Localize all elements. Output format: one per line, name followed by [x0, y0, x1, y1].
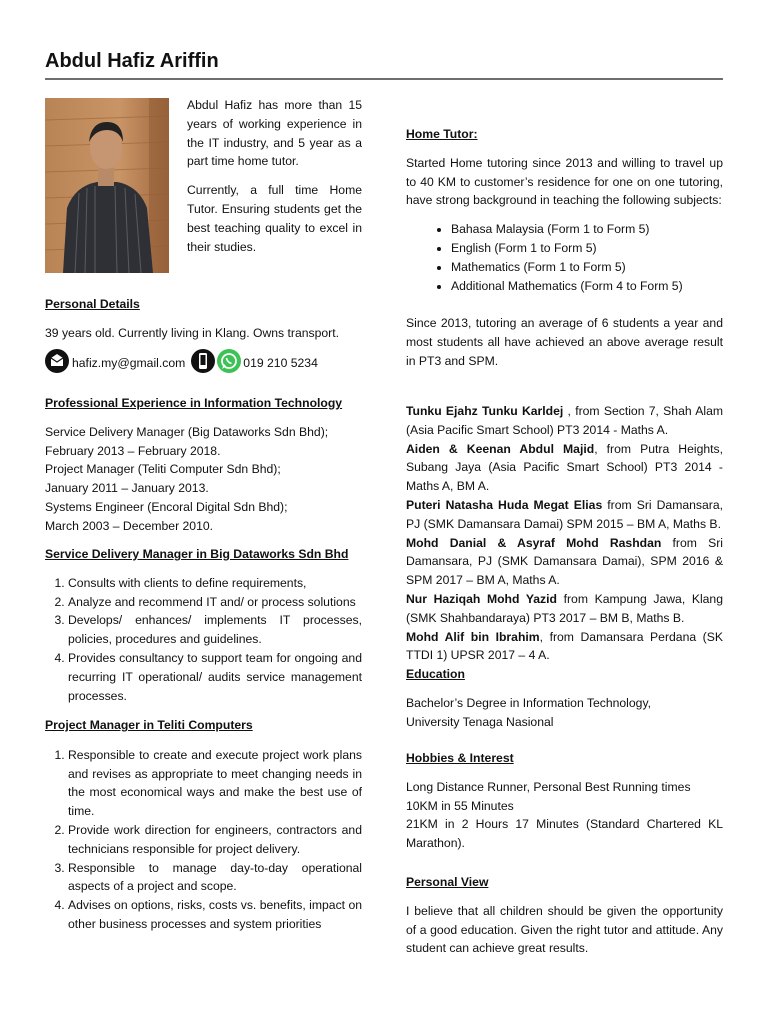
section-heading: Education [406, 667, 465, 681]
section-heading: Home Tutor: [406, 127, 478, 141]
list-item: 3. Responsible to manage day-to-day operational aspects of a project and scope. [68, 859, 362, 897]
section-heading: Service Delivery Manager in Big Dataworks Sdn Bhd [45, 547, 349, 561]
education-section [406, 665, 723, 731]
title-divider [45, 78, 723, 80]
student-detail: , from Section 7, Shah Alam (Asia Pacific Smart School) PT3 2014 - Maths A. [406, 404, 724, 437]
experience-line: March 2003 – December 2010. [45, 518, 214, 533]
education-line: Bachelor’s Degree in Information Technology, [406, 695, 652, 710]
page-title: Abdul Hafiz Ariffin [45, 50, 219, 72]
section-heading: Personal View [406, 875, 489, 889]
student-entry [406, 628, 723, 666]
personal-view-text: I believe that all children should be given the opportunity of a good education. Given the right tutor and attitude. Any student can achieve great results. [406, 903, 723, 956]
student-entry [406, 534, 723, 590]
personal-view-section [406, 873, 723, 958]
mobile-phone-icon [191, 349, 215, 373]
section-heading: Personal Details [45, 297, 140, 311]
student-entry [406, 590, 723, 628]
bio [187, 96, 362, 256]
student-detail: from Sri Damansara, PJ (SMK Damansara Damai) SPM 2015 – BM A, Maths B. [406, 497, 724, 531]
email-link[interactable]: hafiz.my@gmail.com [72, 355, 186, 370]
section-heading: Professional Experience in Information Technology [45, 396, 343, 410]
experience-line: Systems Engineer (Encoral Digital Sdn Bhd); [45, 499, 288, 514]
student-entry [406, 496, 723, 534]
hobby-line: 10KM in 55 Minutes [406, 798, 514, 813]
tutor-summary: Since 2013, tutoring an average of 6 students a year and most students all have achieved an above average result in PT3 and SPM. [406, 316, 723, 368]
list-item: 4. Advises on options, risks, costs vs. benefits, impact on other business processes and system priorities [68, 896, 362, 934]
list-item: 2. Provide work direction for engineers, contractors and technicians responsible for project delivery. [68, 821, 362, 859]
section-heading: Project Manager in Teliti Computers [45, 718, 253, 732]
personal-details-section [45, 295, 362, 373]
student-entry [406, 402, 723, 440]
contact-row [45, 343, 362, 373]
tutor-intro: Started Home tutoring since 2013 and willing to travel up to 40 KM to customer’s residence for one on one tutoring, have strong background in teaching the following subjects: [406, 155, 723, 208]
subject-item: • Mathematics (Form 1 to Form 5) [451, 258, 723, 277]
student-name: Nur Haziqah Mohd Yazid [406, 591, 557, 606]
experience-line: Project Manager (Teliti Computer Sdn Bhd); [45, 462, 281, 477]
personal-text: 39 years old. Currently living in Klang. Owns transport. [45, 325, 339, 340]
list-item: 3. Develops/ enhances/ implements IT processes, policies, procedures and guidelines. [68, 611, 362, 649]
subject-item: • Additional Mathematics (Form 4 to Form 5) [451, 277, 723, 296]
students-list [406, 402, 723, 665]
education-line: University Tenaga Nasional [406, 714, 554, 729]
hobby-line: 21KM in 2 Hours 17 Minutes (Standard Chartered KL Marathon). [406, 817, 723, 851]
hobbies-section [406, 749, 723, 853]
bio-paragraph: Currently, a full time Home Tutor. Ensuring students get the best teaching quality to excel in their studies. [187, 183, 362, 254]
sdm-section [45, 545, 362, 705]
subject-item: • Bahasa Malaysia (Form 1 to Form 5) [451, 220, 723, 239]
student-detail: , from Damansara Perdana (SK TTDI 1) UPSR 2017 – 4 A. [406, 629, 723, 663]
student-name: Mohd Danial & Asyraf Mohd Rashdan [406, 535, 662, 550]
experience-line: January 2011 – January 2013. [45, 481, 209, 496]
experience-line: February 2013 – February 2018. [45, 443, 221, 458]
student-detail: from Sri Damansara, PJ (SMK Damansara Damai), SPM 2016 & SPM 2017 – BM A, Maths A. [406, 535, 724, 588]
phone-number[interactable]: 019 210 5234 [243, 355, 318, 370]
profile-photo [45, 98, 169, 273]
list-item: 2. Analyze and recommend IT and/ or process solutions [68, 593, 362, 612]
home-tutor-section [406, 125, 723, 371]
student-entry [406, 440, 723, 496]
pm-section [45, 716, 362, 934]
subject-item: • English (Form 1 to Form 5) [451, 239, 723, 258]
hobby-line: Long Distance Runner, Personal Best Running times [406, 779, 691, 794]
student-name: Mohd Alif bin Ibrahim [406, 629, 540, 644]
student-detail: from Kampung Jawa, Klang (SMK Shahbandaraya) PT3 2017 – BM B, Maths B. [406, 591, 723, 625]
student-name: Aiden & Keenan Abdul Majid [406, 441, 595, 456]
envelope-icon [45, 349, 69, 373]
student-name: Puteri Natasha Huda Megat Elias [406, 497, 603, 512]
list-item: 4. Provides consultancy to support team for ongoing and recurring IT operational/ audits service management processes. [68, 649, 362, 705]
section-heading: Hobbies & Interest [406, 751, 514, 765]
student-detail: , from Putra Heights, Subang Jaya (Asia Pacific Smart School) PT3 2014 - Maths A, BM A. [406, 441, 723, 494]
experience-section [45, 394, 362, 536]
experience-line: Service Delivery Manager (Big Dataworks Sdn Bhd); [45, 424, 329, 439]
whatsapp-icon [217, 349, 241, 373]
bio-paragraph: Abdul Hafiz has more than 15 years of working experience in the IT industry, and 5 year as a part time home tutor. [187, 98, 362, 169]
student-name: Tunku Ejahz Tunku Karldej [406, 404, 564, 418]
list-item: 1. Consults with clients to define requirements, [68, 574, 362, 593]
list-item: 1. Responsible to create and execute project work plans and revises as appropriate to meet changing needs in the most economical ways and make the best use of time. [68, 746, 362, 821]
